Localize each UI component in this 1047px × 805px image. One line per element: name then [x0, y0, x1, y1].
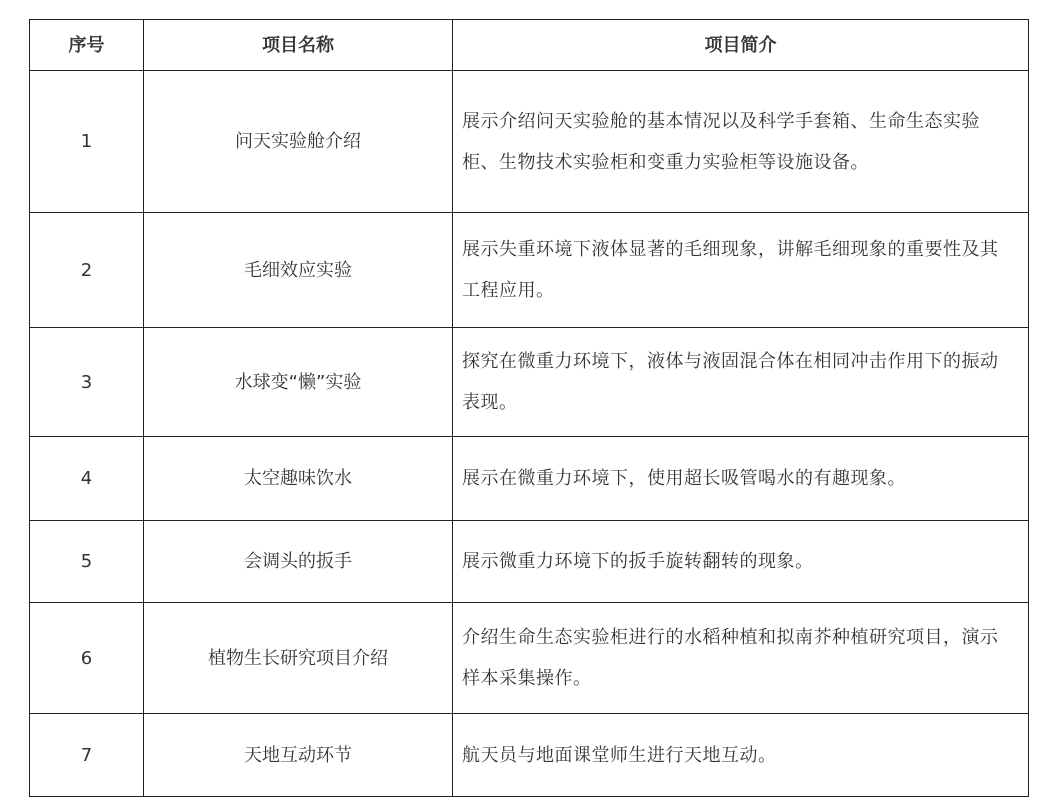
row-project-description: 航天员与地面课堂师生进行天地互动。 — [453, 714, 1029, 797]
row-project-name: 天地互动环节 — [144, 714, 453, 797]
table-row — [30, 328, 1029, 437]
row-project-name: 会调头的扳手 — [144, 521, 453, 603]
row-number: 1 — [30, 71, 144, 213]
table-header-row — [30, 20, 1029, 71]
row-number: 6 — [30, 603, 144, 714]
table-row — [30, 213, 1029, 328]
header-project-description: 项目简介 — [453, 20, 1029, 71]
table-row — [30, 521, 1029, 603]
row-number: 7 — [30, 714, 144, 797]
table-row — [30, 71, 1029, 213]
row-number: 3 — [30, 328, 144, 437]
row-project-description: 探究在微重力环境下，液体与液固混合体在相同冲击作用下的振动表现。 — [453, 328, 1029, 437]
row-number: 5 — [30, 521, 144, 603]
row-number: 4 — [30, 437, 144, 521]
header-project-name: 项目名称 — [144, 20, 453, 71]
row-project-description: 展示失重环境下液体显著的毛细现象，讲解毛细现象的重要性及其工程应用。 — [453, 213, 1029, 328]
row-project-name: 问天实验舱介绍 — [144, 71, 453, 213]
table-row — [30, 714, 1029, 797]
project-table — [29, 19, 1029, 797]
row-project-description: 展示微重力环境下的扳手旋转翻转的现象。 — [453, 521, 1029, 603]
table-row — [30, 437, 1029, 521]
header-number: 序号 — [30, 20, 144, 71]
row-project-description: 介绍生命生态实验柜进行的水稻种植和拟南芥种植研究项目，演示样本采集操作。 — [453, 603, 1029, 714]
table-row — [30, 603, 1029, 714]
row-number: 2 — [30, 213, 144, 328]
row-project-name: 植物生长研究项目介绍 — [144, 603, 453, 714]
row-project-name: 水球变“懒”实验 — [144, 328, 453, 437]
row-project-description: 展示介绍问天实验舱的基本情况以及科学手套箱、生命生态实验柜、生物技术实验柜和变重力实验柜等设施设备。 — [453, 71, 1029, 213]
row-project-name: 太空趣味饮水 — [144, 437, 453, 521]
project-table-container — [29, 19, 1028, 797]
row-project-description: 展示在微重力环境下，使用超长吸管喝水的有趣现象。 — [453, 437, 1029, 521]
row-project-name: 毛细效应实验 — [144, 213, 453, 328]
